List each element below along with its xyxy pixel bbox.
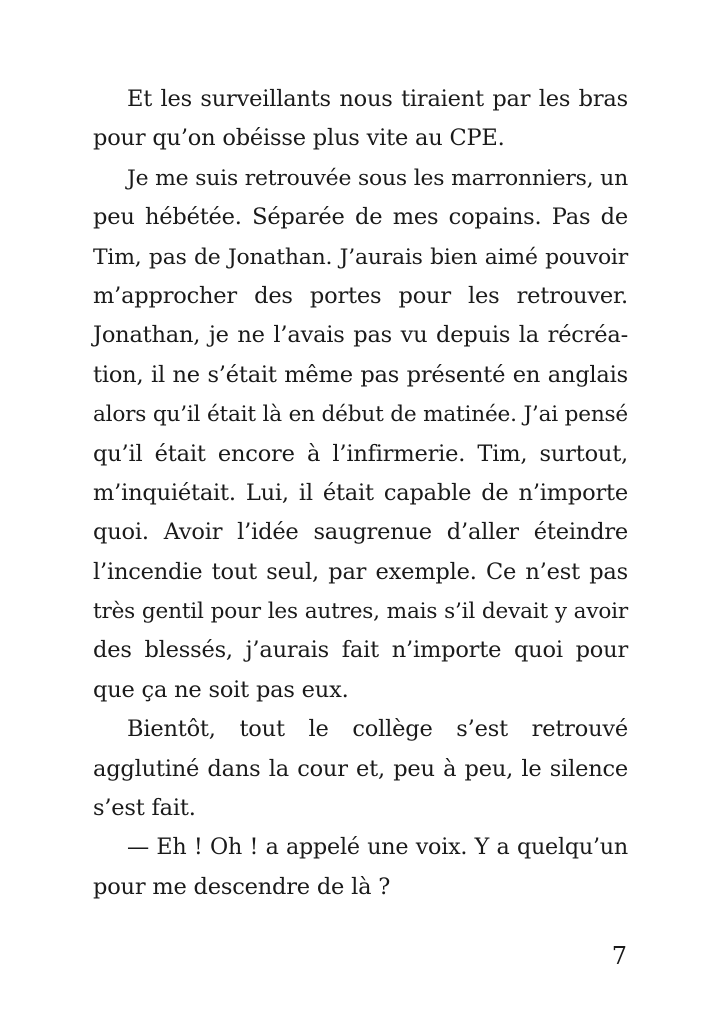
paragraph-2-line-1: Je me suis retrouvée sous les marronniers, un (127, 165, 628, 191)
paragraph-3-line-3: s’est fait. (93, 795, 196, 822)
paragraph-4-line-2: pour me descendre de là ? (93, 873, 391, 900)
paragraph-2-line-7: alors qu’il était là en début de matinée. J’ai pensé (93, 402, 628, 428)
paragraph-2-line-8: qu’il était encore à l’infirmerie. Tim, surtout, (93, 440, 628, 467)
page-number: 7 (611, 942, 627, 970)
paragraph-4-line-1: — Eh ! Oh ! a appelé une voix. Y a quelqu’un (127, 834, 628, 861)
paragraph-3-line-2: agglutiné dans la cour et, peu à peu, le silence (93, 755, 628, 782)
paragraph-2-line-5: Jonathan, je ne l’avais pas vu depuis la récréa- (93, 322, 628, 349)
paragraph-2-line-10: quoi. Avoir l’idée saugrenue d’aller éteindre (93, 519, 628, 546)
paragraph-2-line-11: l’incendie tout seul, par exemple. Ce n’est pas (93, 558, 628, 585)
paragraph-1-line-2: pour qu’on obéisse plus vite au CPE. (93, 125, 505, 152)
paragraph-2-line-6: tion, il ne s’était même pas présenté en anglais (93, 361, 628, 388)
text-body (93, 80, 628, 907)
paragraph-2-line-2: peu hébétée. Séparée de mes copains. Pas de (93, 204, 628, 231)
paragraph-3-line-1: Bientôt, tout le collège s’est retrouvé (127, 716, 628, 743)
paragraph-2-line-3: Tim, pas de Jonathan. J’aurais bien aimé pouvoir (93, 244, 628, 270)
paragraph-2-line-13: des blessés, j’aurais fait n’importe quoi pour (93, 637, 628, 664)
paragraph-2-line-9: m’inquiétait. Lui, il était capable de n’importe (93, 479, 628, 506)
paragraph-2-line-4: m’approcher des portes pour les retrouver. (93, 282, 628, 309)
paragraph-2-line-12: très gentil pour les autres, mais s’il devait y avoir (93, 599, 628, 625)
paragraph-1-line-1: Et les surveillants nous tiraient par les bras (127, 86, 628, 112)
paragraph-2-line-14: que ça ne soit pas eux. (93, 676, 349, 703)
